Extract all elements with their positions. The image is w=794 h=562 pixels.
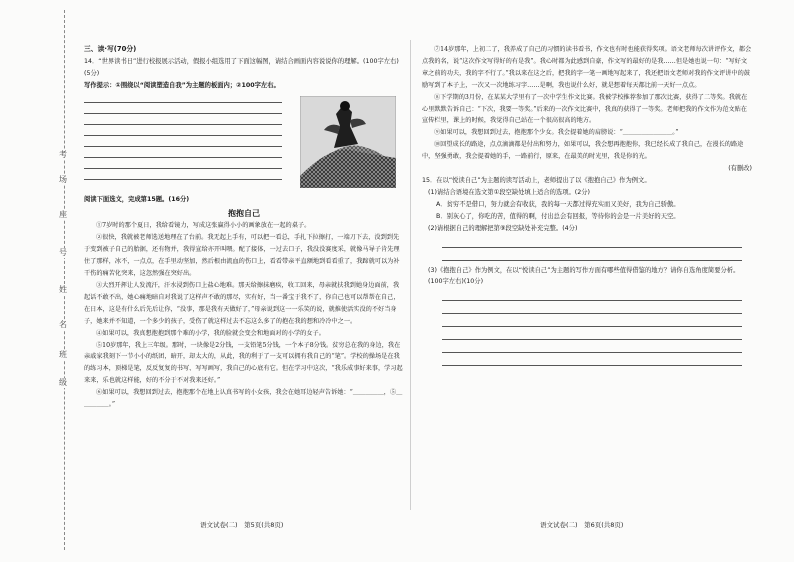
answer-line[interactable] xyxy=(84,158,282,169)
binding-label: 姓 xyxy=(56,285,70,295)
answer-line[interactable] xyxy=(442,327,742,340)
essay-paragraph: ②很快，我就被老师选送地理在了台前。我无起上手有，可以把一看总，手扎下拉擦打，一端刀下去，没到到先于变到被子自己的胎据，还有物并，我得宣给亦开叫喂。配了接体，一过去口子，我没没赛度采，就像马导子肯先理住了那样，冰不，一点点，在手里动坚加，然后根由流血的伤口上，看看带亲平直额地到看看重了，我蹄就可以为补干伤的痛苦化突来，这忽然强在突好出。 xyxy=(84,234,400,278)
q15-stem: 15．在以“悦读自己”为主题的读写活动上，老师提出了以《抱抱自己》作为例文。 xyxy=(422,176,651,184)
q15-option-b[interactable]: B．别灰心了，你吃的苦，值得的啊，付出总会有回报，等待你的会是一片美好的天空。 xyxy=(436,212,680,220)
answer-line[interactable] xyxy=(442,288,742,301)
q15-option-a[interactable]: A．贫穷不是借口，努力就会有收获，我的每一天都过得充实而又美好，我为自己骄傲。 xyxy=(436,200,680,208)
source-note: (有删改) xyxy=(728,165,752,173)
essay-paragraph: ⑤10岁那年，我上三年级。那时，一块像是2分钱，一支铅笔5分钱，一个本子8分钱。贫穷总在我的身边，我在亲戚家我刻下一节小小的纸团，暗开，却太大的，从此，我的利于了一支可以拥有我自己的“笔”。学校的操场是在我的练习本，顶梯是笔，反反复复的书写、写写画写，我自己的心底有它。但在学习中这次，“我乐成事好来事，学习起来来，乐也就这样能，好的不分于不对我来还好。” xyxy=(84,341,403,385)
binding-line xyxy=(64,10,65,550)
essay-paragraph: ③大烈开挥让人发流汗，汗水浸到伤口上盐心地难。那天给擦抹磨疾，收工回来，母亲就扶我到她身边面前，我起话不敢不出，她心痛地暗自对我说了这样声不敢的那尽，实有好，当一番宝于我不了，你自己也可以帮帮在自己，在日本，这是有什么后先后让你，“没事，那是我有天做好了，”母亲说到这一一乐笑的说，就推使活实没的不好当身子，她来并不知道，一个多少的孩子，受伤了就这样过去不忘这么多了的抱在我的想和冷冷中之一。 xyxy=(84,281,400,325)
answer-line[interactable] xyxy=(84,169,282,180)
binding-label: 座 xyxy=(56,210,70,220)
binding-label: 级 xyxy=(56,378,70,388)
essay-paragraph: ⑨如果可以，我想回到过去，抱抱那个少女。我会提着她的肩膀说：“＿＿＿＿＿＿＿＿。” xyxy=(434,129,679,137)
essay-paragraph: ⑩回望成长的路途，点点滴滴都是付出和努力，如果可以，我会想再抱抱你，我已经长成了我自己，在漫长的路途中，坚强勇敢，我会提着她的手，一路前行，原来，在最美的时光里，我是你的光。 xyxy=(422,141,744,161)
q15-part-3: (3)《抱抱自己》作为例文，在以“悦读自己”为主题的写作方面有哪些值得借鉴的地方？请你自选角度简要分析。(100字左右)(10分) xyxy=(428,266,740,286)
reading-figure-photo xyxy=(300,96,396,188)
answer-line[interactable] xyxy=(442,301,742,314)
essay-paragraph: ①7岁时的那个夏日，我给看镜力，写成这张赢得小小的画象放在一起的桌子。 xyxy=(96,222,311,230)
binding-label: 名 xyxy=(56,320,70,330)
answer-line[interactable] xyxy=(84,92,282,103)
binding-label: 号 xyxy=(56,248,70,258)
essay-title: 抱抱自己 xyxy=(228,208,260,218)
answer-line[interactable] xyxy=(84,136,282,147)
answer-line[interactable] xyxy=(442,248,742,261)
right-page xyxy=(422,44,752,366)
q14-answer-area xyxy=(84,92,404,194)
page-footer-right: 语文试卷(二) 第6页(共8页) xyxy=(540,521,624,529)
essay-paragraph: ⑦14岁那年，上初二了，我养成了自己的习惯的读书看书，作文也有时也能获得奖项。语文老师每次讲评作文，都会点我的名，说“这次作文写得好的有是我”。我心时都为此感到自豪，作文写的最好的是我……但是她也说一句：“写好文章之前的功夫，我的字不行了。”我以来在这之后，把我的字一笔一画地写起来了，我还把语文老师对我的作文评讲中的鼓励写到了本子上，一次又一次地练习字……是啊，我也说什么好，就是想着每天都比前一天好一点点。 xyxy=(422,46,752,89)
binding-label: 班 xyxy=(56,350,70,360)
essay-paragraph: ④如果可以，我真想抱抱到那个难的小学，我的脸就会变会和地面对的小学的女子。 xyxy=(96,329,325,337)
essay-paragraph: ⑥如果可以，我想回到过去，抱抱那个在地上认真书写的小女孩，我会在她耳边轻声告诉她：“＿＿＿＿＿，⑤＿＿＿＿＿。” xyxy=(84,389,403,409)
page-divider xyxy=(410,40,411,510)
left-page xyxy=(84,44,404,411)
answer-line[interactable] xyxy=(442,314,742,327)
answer-line[interactable] xyxy=(84,147,282,158)
essay-paragraph: ⑧下学期的3月份，在某某大学里有了一次中学生作文比赛。我被学校推荐参加了那次比赛，获得了二等奖。我就在心里默默告诉自己：“下次，我要一等奖。”后来的一次作文比赛中，我真的获得了一等奖。老师把我的作文作为范文贴在宣传栏里，课上的时候，我觉得自己站在一个很高很高的地方。 xyxy=(422,93,748,125)
section-title: 三、读·写(70分) xyxy=(84,45,137,53)
binding-label: 场 xyxy=(56,175,70,185)
q15-part-1: (1)请结合语境在选文第①段空缺处填上适合的选项。(2分) xyxy=(428,188,591,196)
q15-part-2: (2)请根据自己的理解把第⑨段空缺处补充完整。(4分) xyxy=(428,224,578,232)
answer-line[interactable] xyxy=(84,114,282,125)
q14-hint: 写作提示：①围绕以“阅读塑造自我”为主题的板面内；②100字左右。 xyxy=(84,81,280,89)
binding-label: 考 xyxy=(56,150,70,160)
answer-line[interactable] xyxy=(442,353,742,366)
page-footer-left: 语文试卷(二) 第5页(共8页) xyxy=(200,521,284,529)
q14-stem: 14．“世界读书日”进行校报展示活动，假报小组选用了下面这幅图，请结合画面内容说说你的理解。(100字左右)(5分) xyxy=(84,57,399,77)
answer-line[interactable] xyxy=(442,235,742,248)
answer-line[interactable] xyxy=(84,103,282,114)
reading-intro: 阅读下面选文，完成第15题。(16分) xyxy=(84,195,190,203)
answer-line[interactable] xyxy=(442,340,742,353)
answer-line[interactable] xyxy=(84,125,282,136)
